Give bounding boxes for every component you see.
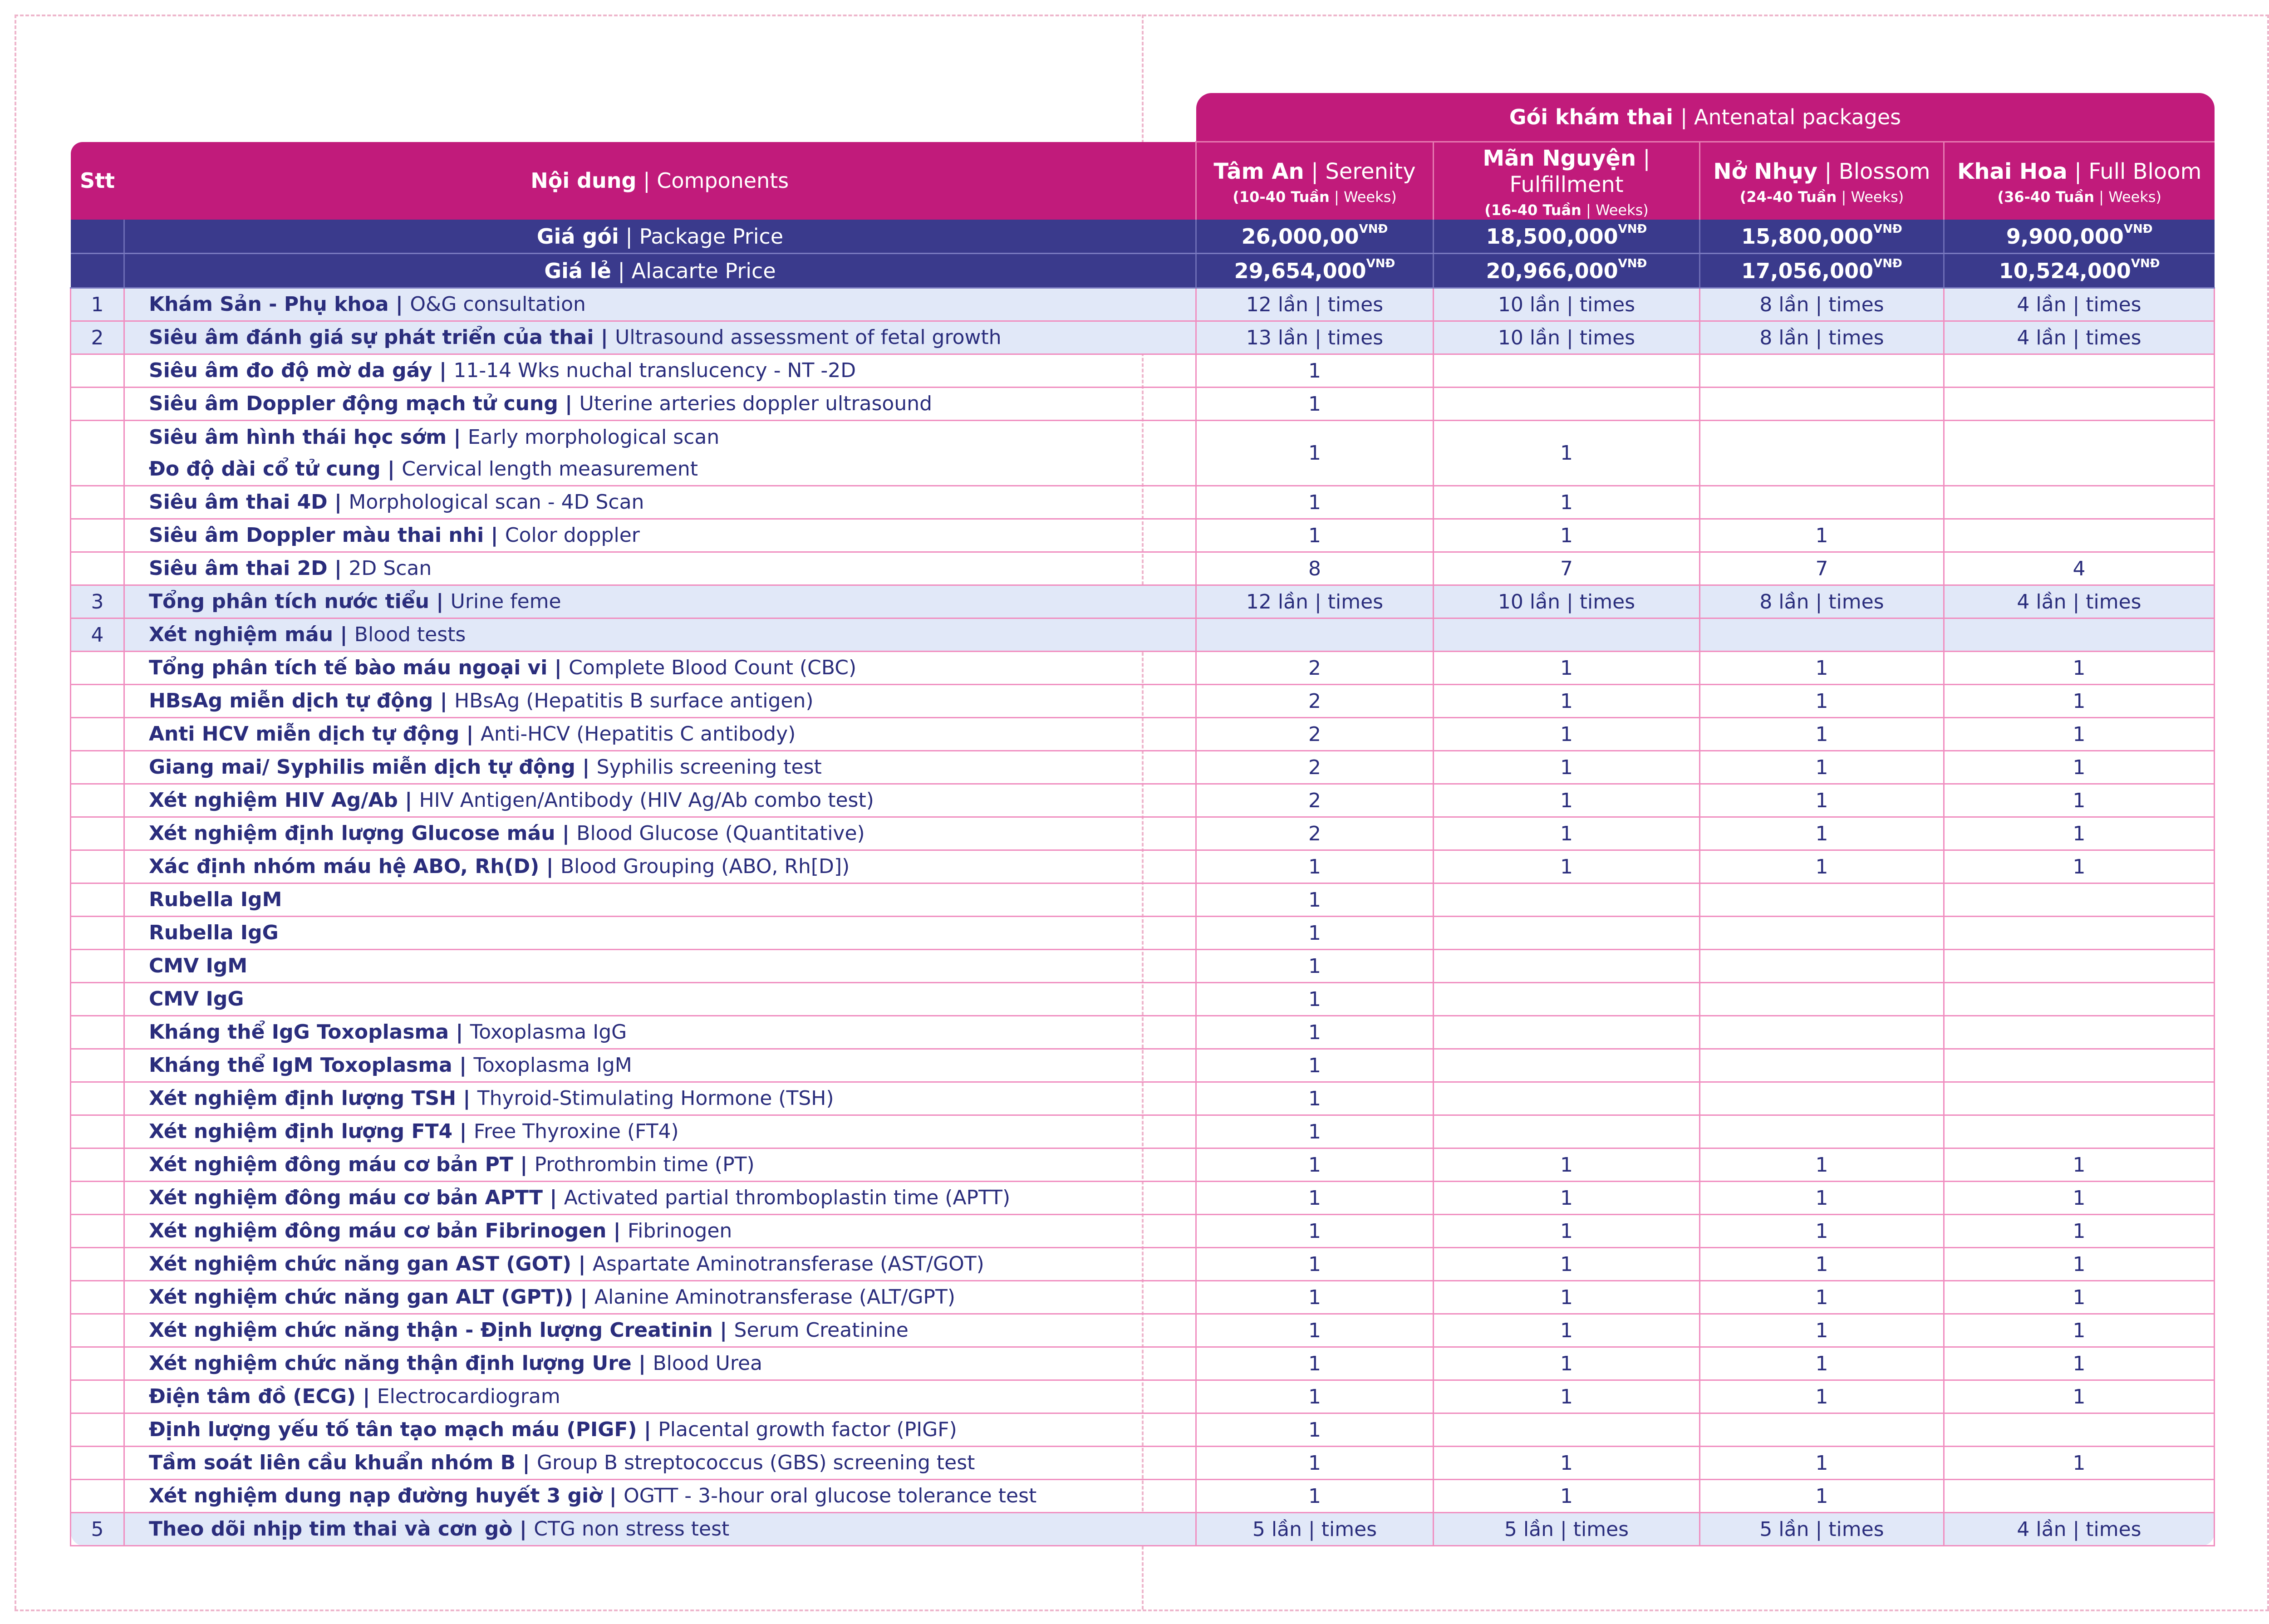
guide-bottom — [15, 1609, 2269, 1611]
price-stt — [71, 254, 124, 288]
table-row — [71, 1148, 2215, 1182]
row-value: 1 — [1944, 1215, 2215, 1248]
row-value — [1944, 519, 2215, 552]
row-value — [1944, 917, 2215, 950]
row-value: 1 — [1700, 652, 1944, 685]
price-value: $29,654,000^{VNĐ}$ — [1196, 254, 1434, 288]
price-row — [71, 254, 2215, 288]
table-row — [71, 1016, 2215, 1049]
row-component: Siêu âm hình thái học sớm | Early morphological scan Đo độ dài cổ tử cung | Cervical length measurement — [124, 421, 1196, 486]
row-stt — [71, 1049, 124, 1082]
row-stt — [71, 388, 124, 421]
table-row — [71, 1347, 2215, 1380]
pricing-table-wrapper — [70, 93, 2214, 1541]
row-stt — [71, 718, 124, 751]
row-stt — [71, 519, 124, 552]
row-value — [1944, 1115, 2215, 1148]
row-stt — [71, 1115, 124, 1148]
row-stt — [71, 983, 124, 1016]
row-value — [1434, 388, 1700, 421]
row-component: Xét nghiệm máu | Blood tests — [124, 618, 1196, 652]
row-value — [1434, 1413, 1700, 1447]
price-label: Giá gói | Package Price — [124, 220, 1196, 254]
row-value: 1 — [1434, 1314, 1700, 1347]
row-stt — [71, 486, 124, 519]
row-value: 1 — [1700, 1248, 1944, 1281]
row-value: 1 — [1700, 784, 1944, 817]
header-spacer — [71, 93, 1196, 142]
row-component: Khám Sản - Phụ khoa | O&G consultation — [124, 288, 1196, 321]
row-stt — [71, 1082, 124, 1115]
row-stt — [71, 685, 124, 718]
row-value — [1944, 1413, 2215, 1447]
row-value: 1 — [1700, 1148, 1944, 1182]
package-header-fulfillment: Mãn Nguyện | Fulfillment (16-40 Tuần | Weeks) — [1434, 142, 1700, 220]
row-value: 1 — [1434, 652, 1700, 685]
table-row — [71, 1115, 2215, 1148]
table-row — [71, 1447, 2215, 1480]
row-value — [1196, 618, 1434, 652]
row-value: 1 — [1434, 1248, 1700, 1281]
row-value: 1 — [1196, 1314, 1434, 1347]
row-value — [1700, 421, 1944, 486]
row-value — [1944, 354, 2215, 388]
row-component: Anti HCV miễn dịch tự động | Anti-HCV (Hepatitis C antibody) — [124, 718, 1196, 751]
row-component: Siêu âm đo độ mờ da gáy | 11-14 Wks nuchal translucency - NT -2D — [124, 354, 1196, 388]
row-value — [1700, 618, 1944, 652]
row-value — [1944, 883, 2215, 917]
row-value: 1 — [1434, 1281, 1700, 1314]
row-component: Kháng thể IgG Toxoplasma | Toxoplasma IgG — [124, 1016, 1196, 1049]
row-component: Xét nghiệm dung nạp đường huyết 3 giờ | OGTT - 3-hour oral glucose tolerance test — [124, 1480, 1196, 1513]
row-stt — [71, 1413, 124, 1447]
row-value: 1 — [1196, 354, 1434, 388]
row-component: Xét nghiệm chức năng thận - Định lượng Creatinin | Serum Creatinine — [124, 1314, 1196, 1347]
row-value: 1 — [1434, 1182, 1700, 1215]
table-row — [71, 950, 2215, 983]
row-value: 1 — [1700, 519, 1944, 552]
row-value: 1 — [1944, 685, 2215, 718]
row-stt — [71, 354, 124, 388]
components-header: Nội dung | Components — [124, 142, 1196, 220]
row-stt — [71, 817, 124, 850]
price-value: $20,966,000^{VNĐ}$ — [1434, 254, 1700, 288]
row-value: 1 — [1700, 1480, 1944, 1513]
row-value: 1 — [1196, 421, 1434, 486]
row-stt: 3 — [71, 585, 124, 618]
row-value: 1 — [1700, 751, 1944, 784]
row-component: Điện tâm đồ (ECG) | Electrocardiogram — [124, 1380, 1196, 1413]
row-component: Xét nghiệm định lượng Glucose máu | Blood Glucose (Quantitative) — [124, 817, 1196, 850]
row-value — [1700, 1413, 1944, 1447]
row-value: 1 — [1700, 1215, 1944, 1248]
row-stt — [71, 1248, 124, 1281]
price-value: $18,500,000^{VNĐ}$ — [1434, 220, 1700, 254]
row-value: 1 — [1434, 486, 1700, 519]
row-value: 1 — [1196, 1016, 1434, 1049]
package-header-blossom: Nở Nhụy | Blossom (24-40 Tuần | Weeks) — [1700, 142, 1944, 220]
row-value: 10 lần | times — [1434, 288, 1700, 321]
table-row — [71, 1513, 2215, 1546]
row-value — [1434, 354, 1700, 388]
row-value — [1700, 354, 1944, 388]
price-value: $15,800,000^{VNĐ}$ — [1700, 220, 1944, 254]
row-value: 1 — [1196, 883, 1434, 917]
row-stt — [71, 421, 124, 486]
row-value: 4 lần | times — [1944, 1513, 2215, 1546]
row-component: Xét nghiệm đông máu cơ bản PT | Prothrombin time (PT) — [124, 1148, 1196, 1182]
table-row — [71, 552, 2215, 585]
row-value: 7 — [1434, 552, 1700, 585]
row-value: 1 — [1700, 1314, 1944, 1347]
table-row — [71, 850, 2215, 883]
row-value: 7 — [1700, 552, 1944, 585]
row-value: 1 — [1434, 1480, 1700, 1513]
table-row — [71, 321, 2215, 354]
antenatal-packages-table — [70, 93, 2215, 1546]
row-component: HBsAg miễn dịch tự động | HBsAg (Hepatitis B surface antigen) — [124, 685, 1196, 718]
row-value: 5 lần | times — [1434, 1513, 1700, 1546]
row-value: 1 — [1944, 817, 2215, 850]
row-value — [1700, 1016, 1944, 1049]
group-header-en: Antenatal packages — [1694, 105, 1901, 129]
row-value: 2 — [1196, 784, 1434, 817]
row-stt: 1 — [71, 288, 124, 321]
row-value: 1 — [1944, 1314, 2215, 1347]
row-component: Siêu âm đánh giá sự phát triển của thai | Ultrasound assessment of fetal growth — [124, 321, 1196, 354]
row-value — [1700, 1049, 1944, 1082]
row-value: 12 lần | times — [1196, 585, 1434, 618]
row-component: Xét nghiệm đông máu cơ bản Fibrinogen | Fibrinogen — [124, 1215, 1196, 1248]
row-value: 5 lần | times — [1196, 1513, 1434, 1546]
table-row — [71, 618, 2215, 652]
row-value: 1 — [1196, 1480, 1434, 1513]
row-value — [1944, 1480, 2215, 1513]
table-row — [71, 718, 2215, 751]
row-value: 1 — [1196, 1248, 1434, 1281]
row-value: 1 — [1944, 1281, 2215, 1314]
row-value — [1434, 618, 1700, 652]
row-value: 2 — [1196, 652, 1434, 685]
row-value — [1700, 950, 1944, 983]
row-value — [1434, 1082, 1700, 1115]
stt-header: Stt — [71, 142, 124, 220]
row-value: 1 — [1944, 652, 2215, 685]
row-value — [1700, 883, 1944, 917]
row-component: Xét nghiệm định lượng FT4 | Free Thyroxine (FT4) — [124, 1115, 1196, 1148]
row-value: 1 — [1434, 519, 1700, 552]
row-component: Giang mai/ Syphilis miễn dịch tự động | Syphilis screening test — [124, 751, 1196, 784]
group-header: Gói khám thai | Antenatal packages — [1196, 93, 2215, 142]
row-value: 1 — [1944, 850, 2215, 883]
row-stt — [71, 652, 124, 685]
row-value — [1944, 618, 2215, 652]
row-value: 1 — [1944, 1347, 2215, 1380]
row-value: 1 — [1434, 685, 1700, 718]
row-value: 1 — [1700, 1447, 1944, 1480]
row-stt — [71, 950, 124, 983]
table-row — [71, 817, 2215, 850]
row-value: 2 — [1196, 685, 1434, 718]
table-row — [71, 1413, 2215, 1447]
row-stt — [71, 1215, 124, 1248]
row-component: Xét nghiệm chức năng gan AST (GOT) | Aspartate Aminotransferase (AST/GOT) — [124, 1248, 1196, 1281]
row-value: 1 — [1196, 1347, 1434, 1380]
row-value — [1700, 486, 1944, 519]
table-row — [71, 1281, 2215, 1314]
row-value: 8 lần | times — [1700, 585, 1944, 618]
row-stt — [71, 850, 124, 883]
row-value: 1 — [1700, 718, 1944, 751]
guide-right — [2267, 15, 2269, 1609]
row-value: 1 — [1196, 1413, 1434, 1447]
row-value: 1 — [1196, 388, 1434, 421]
row-value: 1 — [1944, 718, 2215, 751]
row-stt — [71, 1380, 124, 1413]
row-component: CMV IgM — [124, 950, 1196, 983]
row-value — [1434, 883, 1700, 917]
row-value: 1 — [1700, 850, 1944, 883]
table-row — [71, 421, 2215, 486]
row-component: Theo dõi nhịp tim thai và cơn gò | CTG non stress test — [124, 1513, 1196, 1546]
row-value — [1944, 388, 2215, 421]
row-value: 10 lần | times — [1434, 585, 1700, 618]
row-value: 1 — [1434, 421, 1700, 486]
row-component: Tổng phân tích nước tiểu | Urine feme — [124, 585, 1196, 618]
row-value — [1944, 421, 2215, 486]
row-value — [1944, 1049, 2215, 1082]
row-value — [1434, 1049, 1700, 1082]
row-value — [1944, 1082, 2215, 1115]
row-value: 1 — [1196, 983, 1434, 1016]
table-row — [71, 585, 2215, 618]
row-value: 1 — [1434, 718, 1700, 751]
row-value: 10 lần | times — [1434, 321, 1700, 354]
row-value: 1 — [1196, 1148, 1434, 1182]
row-value — [1944, 486, 2215, 519]
table-row — [71, 983, 2215, 1016]
package-header-full-bloom: Khai Hoa | Full Bloom (36-40 Tuần | Weeks) — [1944, 142, 2215, 220]
row-value: 1 — [1434, 1380, 1700, 1413]
row-stt — [71, 1281, 124, 1314]
row-value: 5 lần | times — [1700, 1513, 1944, 1546]
row-value: 1 — [1196, 1281, 1434, 1314]
row-value — [1434, 983, 1700, 1016]
row-value: 1 — [1434, 850, 1700, 883]
table-row — [71, 1082, 2215, 1115]
row-value: 1 — [1700, 1347, 1944, 1380]
row-value: 13 lần | times — [1196, 321, 1434, 354]
row-value: 1 — [1434, 751, 1700, 784]
row-value — [1434, 1016, 1700, 1049]
row-stt — [71, 1182, 124, 1215]
row-value: 2 — [1196, 817, 1434, 850]
row-component: Xét nghiệm đông máu cơ bản APTT | Activated partial thromboplastin time (APTT) — [124, 1182, 1196, 1215]
row-value: 1 — [1434, 784, 1700, 817]
row-stt — [71, 1016, 124, 1049]
row-value — [1700, 1115, 1944, 1148]
row-value — [1944, 983, 2215, 1016]
row-value: 1 — [1434, 1447, 1700, 1480]
price-row — [71, 220, 2215, 254]
row-component: Xét nghiệm định lượng TSH | Thyroid-Stimulating Hormone (TSH) — [124, 1082, 1196, 1115]
row-value: 8 — [1196, 552, 1434, 585]
price-label: Giá lẻ | Alacarte Price — [124, 254, 1196, 288]
row-value — [1434, 950, 1700, 983]
row-value: 1 — [1434, 817, 1700, 850]
row-value: 1 — [1196, 519, 1434, 552]
row-component: Siêu âm thai 2D | 2D Scan — [124, 552, 1196, 585]
row-value: 1 — [1944, 1447, 2215, 1480]
table-row — [71, 685, 2215, 718]
row-value: 1 — [1700, 1380, 1944, 1413]
row-value: 2 — [1196, 751, 1434, 784]
row-value: 1 — [1434, 1347, 1700, 1380]
row-value — [1700, 917, 1944, 950]
row-value: 12 lần | times — [1196, 288, 1434, 321]
row-value: 1 — [1196, 850, 1434, 883]
table-row — [71, 519, 2215, 552]
table-row — [71, 652, 2215, 685]
row-value: 1 — [1944, 1380, 2215, 1413]
row-value: 1 — [1196, 1082, 1434, 1115]
row-component: Rubella IgM — [124, 883, 1196, 917]
price-value: $17,056,000^{VNĐ}$ — [1700, 254, 1944, 288]
table-row — [71, 1314, 2215, 1347]
row-stt — [71, 883, 124, 917]
row-value: 8 lần | times — [1700, 288, 1944, 321]
price-stt — [71, 220, 124, 254]
row-component: Siêu âm thai 4D | Morphological scan - 4D Scan — [124, 486, 1196, 519]
table-row — [71, 1215, 2215, 1248]
row-value: 1 — [1196, 1380, 1434, 1413]
row-value: 1 — [1700, 817, 1944, 850]
table-row — [71, 1182, 2215, 1215]
row-value: 1 — [1196, 1182, 1434, 1215]
table-row — [71, 486, 2215, 519]
table-row — [71, 883, 2215, 917]
table-row — [71, 784, 2215, 817]
row-value — [1700, 388, 1944, 421]
row-component: Xét nghiệm chức năng gan ALT (GPT)) | Alanine Aminotransferase (ALT/GPT) — [124, 1281, 1196, 1314]
table-row — [71, 288, 2215, 321]
row-value — [1944, 1016, 2215, 1049]
table-row — [71, 354, 2215, 388]
row-stt — [71, 552, 124, 585]
row-value — [1944, 950, 2215, 983]
column-header-row — [71, 142, 2215, 220]
row-value: 1 — [1196, 486, 1434, 519]
row-value: 1 — [1196, 1049, 1434, 1082]
row-stt — [71, 784, 124, 817]
row-stt — [71, 1148, 124, 1182]
row-value: 1 — [1944, 1148, 2215, 1182]
row-stt — [71, 1480, 124, 1513]
row-value: 1 — [1196, 917, 1434, 950]
row-stt: 2 — [71, 321, 124, 354]
row-component: Siêu âm Doppler động mạch tử cung | Uterine arteries doppler ultrasound — [124, 388, 1196, 421]
row-value: 1 — [1700, 1182, 1944, 1215]
package-header-serenity: Tâm An | Serenity (10-40 Tuần | Weeks) — [1196, 142, 1434, 220]
row-value: 1 — [1700, 685, 1944, 718]
row-value: 1 — [1196, 1215, 1434, 1248]
row-value: 1 — [1944, 784, 2215, 817]
row-component: Xác định nhóm máu hệ ABO, Rh(D) | Blood Grouping (ABO, Rh[D]) — [124, 850, 1196, 883]
row-value: 1 — [1196, 1447, 1434, 1480]
row-value: 1 — [1196, 950, 1434, 983]
row-stt — [71, 917, 124, 950]
row-stt — [71, 1447, 124, 1480]
row-value: 1 — [1700, 1281, 1944, 1314]
row-component: CMV IgG — [124, 983, 1196, 1016]
group-header-vi: Gói khám thai — [1509, 105, 1673, 129]
price-value: $9,900,000^{VNĐ}$ — [1944, 220, 2215, 254]
row-value: 1 — [1944, 751, 2215, 784]
table-row — [71, 1049, 2215, 1082]
row-value: 4 lần | times — [1944, 321, 2215, 354]
row-stt: 5 — [71, 1513, 124, 1546]
table-row — [71, 917, 2215, 950]
row-value: 1 — [1196, 1115, 1434, 1148]
row-value — [1434, 1115, 1700, 1148]
row-component: Tầm soát liên cầu khuẩn nhóm B | Group B streptococcus (GBS) screening test — [124, 1447, 1196, 1480]
row-value: 1 — [1944, 1248, 2215, 1281]
row-stt — [71, 751, 124, 784]
guide-left — [15, 15, 16, 1609]
row-value: 4 — [1944, 552, 2215, 585]
row-stt: 4 — [71, 618, 124, 652]
row-value — [1700, 983, 1944, 1016]
price-value: $26,000,00^{VNĐ}$ — [1196, 220, 1434, 254]
table-row — [71, 1380, 2215, 1413]
row-value: 4 lần | times — [1944, 585, 2215, 618]
row-stt — [71, 1314, 124, 1347]
row-value: 1 — [1944, 1182, 2215, 1215]
row-value: 1 — [1434, 1215, 1700, 1248]
row-value: 8 lần | times — [1700, 321, 1944, 354]
price-value: $10,524,000^{VNĐ}$ — [1944, 254, 2215, 288]
table-row — [71, 1480, 2215, 1513]
row-value: 4 lần | times — [1944, 288, 2215, 321]
table-row — [71, 1248, 2215, 1281]
table-row — [71, 751, 2215, 784]
row-component: Rubella IgG — [124, 917, 1196, 950]
row-stt — [71, 1347, 124, 1380]
row-value — [1434, 917, 1700, 950]
row-value — [1700, 1082, 1944, 1115]
row-component: Tổng phân tích tế bào máu ngoại vi | Complete Blood Count (CBC) — [124, 652, 1196, 685]
row-component: Xét nghiệm HIV Ag/Ab | HIV Antigen/Antibody (HIV Ag/Ab combo test) — [124, 784, 1196, 817]
row-value: 2 — [1196, 718, 1434, 751]
row-component: Xét nghiệm chức năng thận định lượng Ure | Blood Urea — [124, 1347, 1196, 1380]
table-row — [71, 388, 2215, 421]
row-component: Kháng thể IgM Toxoplasma | Toxoplasma IgM — [124, 1049, 1196, 1082]
row-value: 1 — [1434, 1148, 1700, 1182]
row-component: Siêu âm Doppler màu thai nhi | Color doppler — [124, 519, 1196, 552]
row-component: Định lượng yếu tố tân tạo mạch máu (PIGF) | Placental growth factor (PIGF) — [124, 1413, 1196, 1447]
